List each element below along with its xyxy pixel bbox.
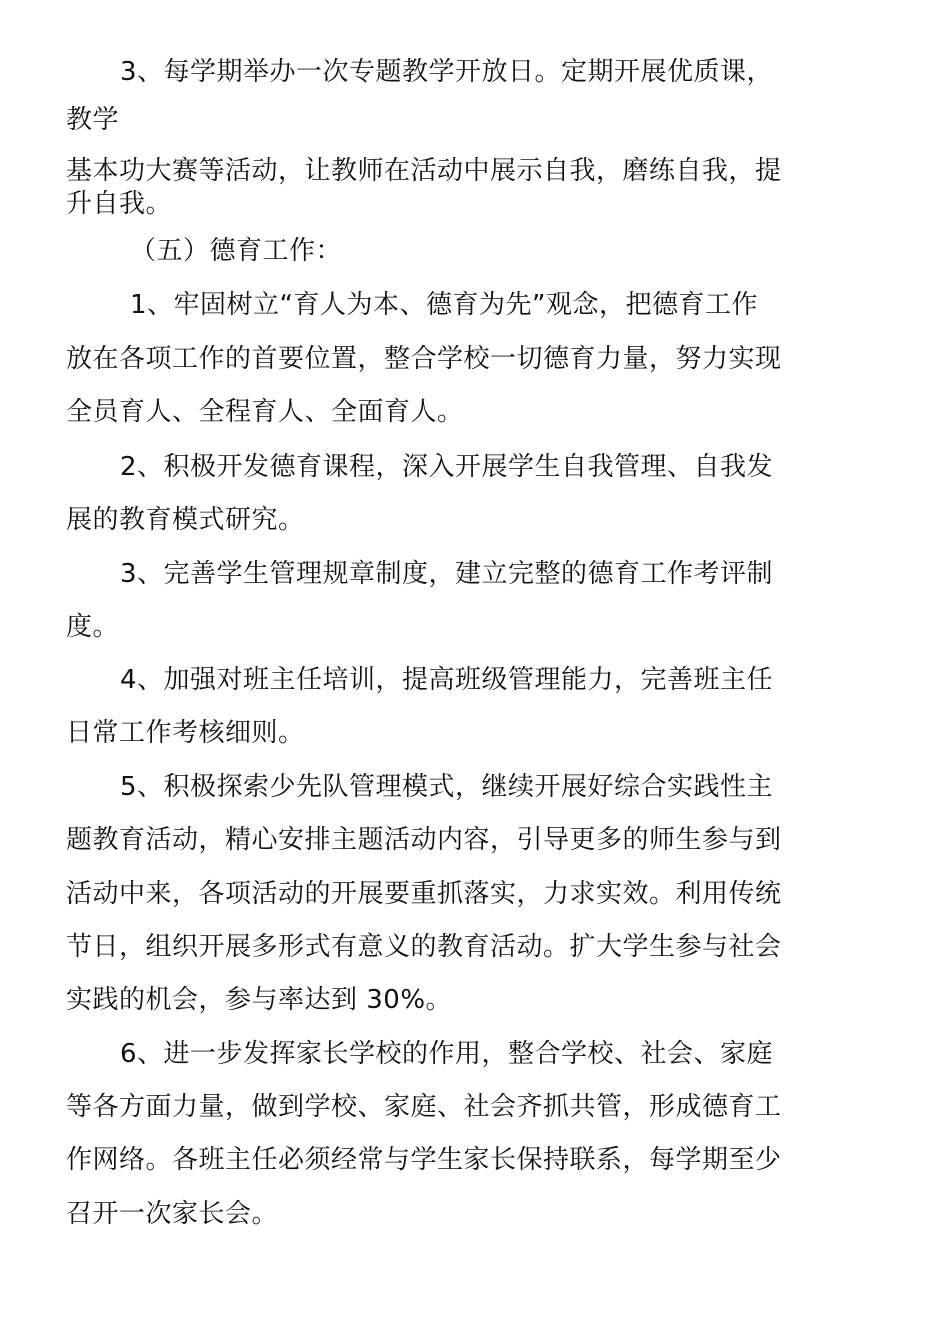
paragraph-line: 3、完善学生管理规章制度，建立完整的德育工作考评制	[120, 559, 774, 589]
paragraph-line: 等各方面力量，做到学校、家庭、社会齐抓共管，形成德育工	[66, 1092, 782, 1122]
paragraph-line: 基本功大赛等活动，让教师在活动中展示自我，磨练自我，提	[66, 156, 782, 186]
paragraph-line: 放在各项工作的首要位置，整合学校一切德育力量，努力实现	[66, 344, 782, 374]
paragraph-line: 5、积极探索少先队管理模式，继续开展好综合实践性主	[120, 772, 774, 802]
paragraph-line: 日常工作考核细则。	[66, 718, 305, 748]
section-heading: （五）德育工作：	[130, 236, 343, 266]
paragraph-line: 4、加强对班主任培训，提高班级管理能力，完善班主任	[120, 665, 774, 695]
paragraph-line: 1、牢固树立“育人为本、德育为先”观念，把德育工作	[130, 290, 758, 320]
paragraph-line: 度。	[66, 612, 120, 642]
paragraph-line: 全员育人、全程育人、全面育人。	[66, 397, 464, 427]
paragraph-line: 教学	[66, 105, 120, 135]
paragraph-line: 活动中来，各项活动的开展要重抓落实，力求实效。利用传统	[66, 879, 782, 909]
paragraph-line: 升自我。	[66, 189, 173, 219]
paragraph-line: 作网络。各班主任必须经常与学生家长保持联系，每学期至少	[66, 1145, 782, 1175]
paragraph-line: 2、积极开发德育课程，深入开展学生自我管理、自我发	[120, 452, 774, 482]
paragraph-line: 召开一次家长会。	[66, 1199, 279, 1229]
paragraph-line: 实践的机会，参与率达到 30%。	[66, 985, 453, 1015]
paragraph-line: 题教育活动，精心安排主题活动内容，引导更多的师生参与到	[66, 825, 782, 855]
paragraph-line: 节日，组织开展多形式有意义的教育活动。扩大学生参与社会	[66, 932, 782, 962]
paragraph-line: 3、每学期举办一次专题教学开放日。定期开展优质课，	[120, 57, 774, 87]
paragraph-line: 6、进一步发挥家长学校的作用，整合学校、社会、家庭	[120, 1039, 774, 1069]
paragraph-line: 展的教育模式研究。	[66, 505, 305, 535]
